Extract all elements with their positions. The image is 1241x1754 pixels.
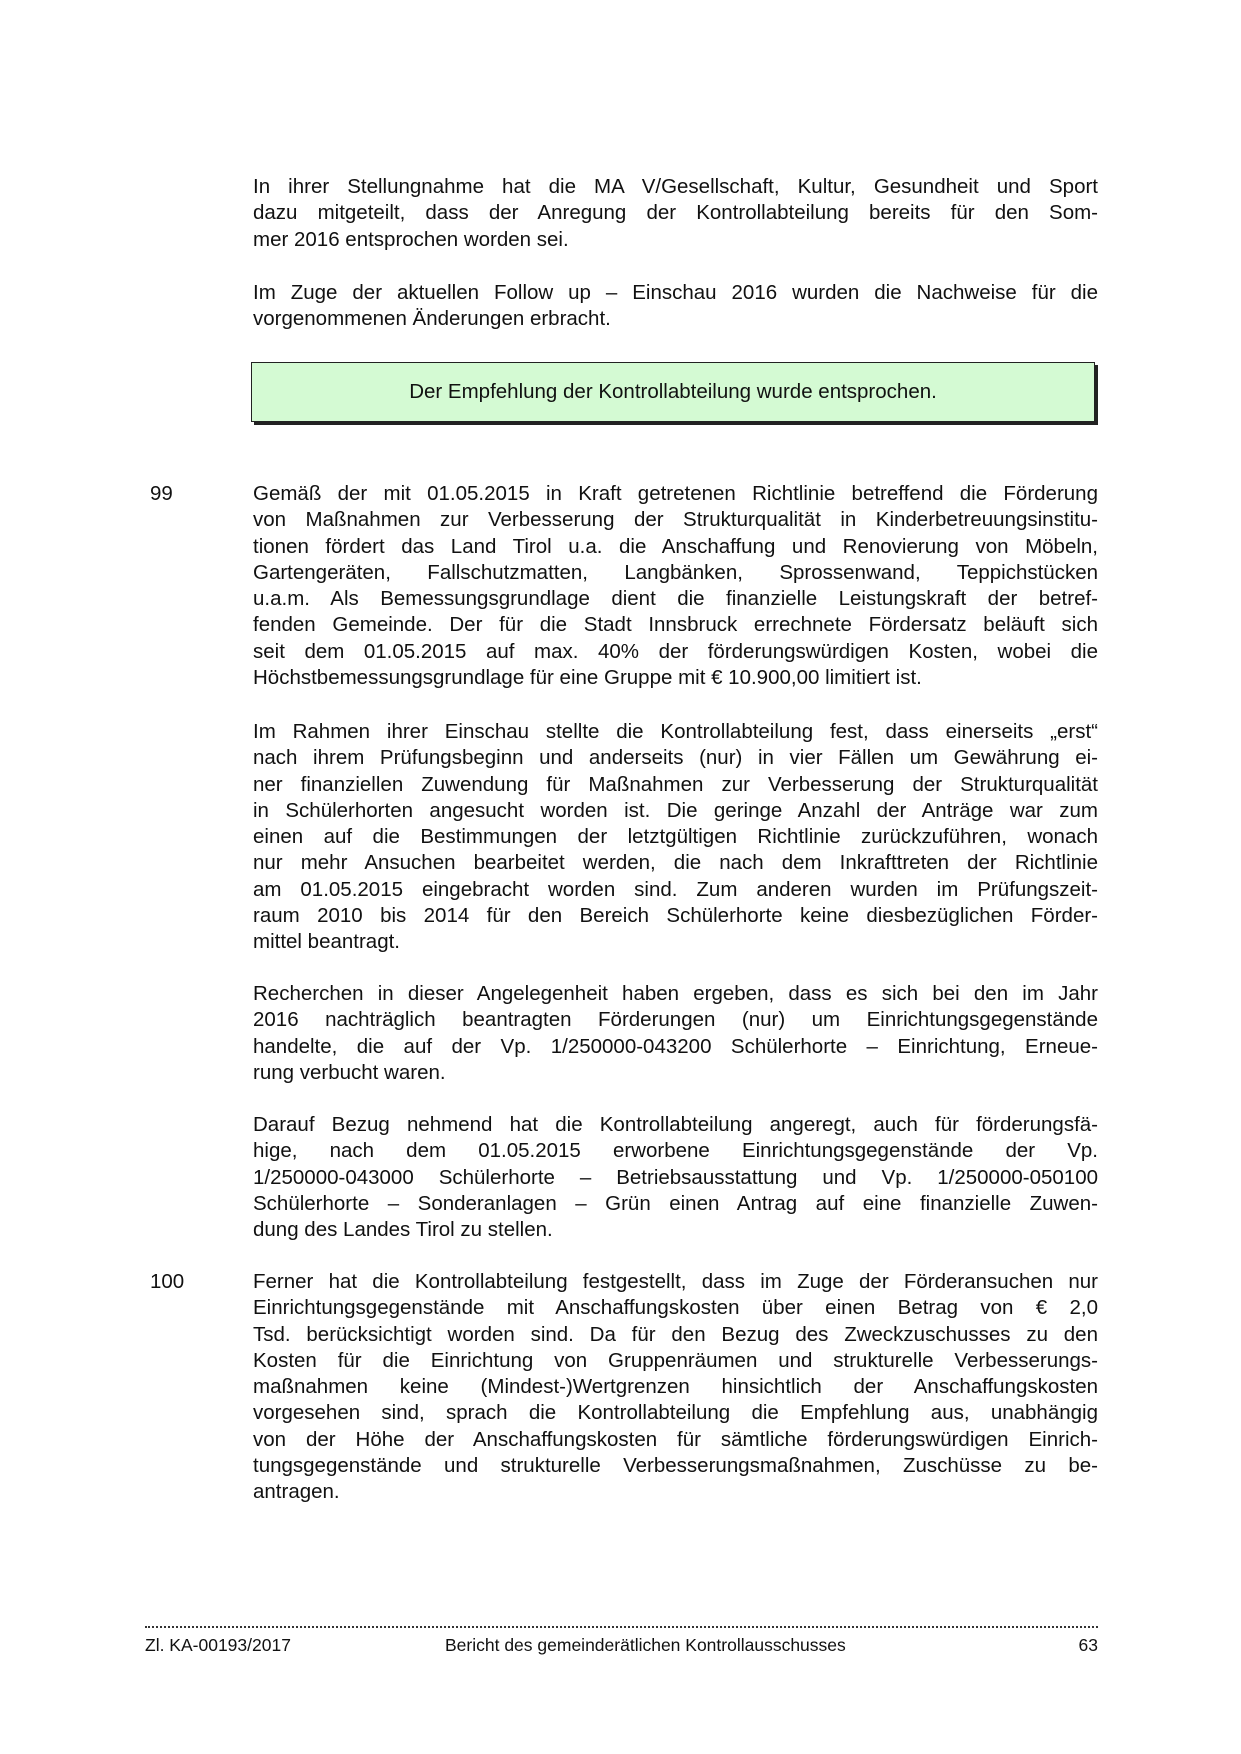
- item-number: 100: [150, 1270, 185, 1293]
- item-99-paragraph-1: [253, 481, 1098, 691]
- text-line: Einrichtungsgegenstände mit Anschaffungskosten über einen Betrag von € 2,0: [253, 1296, 1098, 1320]
- text-line: seit dem 01.05.2015 auf max. 40% der förderungswürdigen Kosten, wobei die: [253, 639, 1098, 663]
- footer-dotted-divider: [145, 1620, 1098, 1628]
- text-line: am 01.05.2015 eingebracht worden sind. Zum anderen wurden im Prüfungszeit-: [253, 877, 1098, 901]
- text-line: Gemäß der mit 01.05.2015 in Kraft getretenen Richtlinie betreffend die Förderung: [253, 482, 1098, 505]
- text-line: In ihrer Stellungnahme hat die MA V/Gesellschaft, Kultur, Gesundheit und Sport: [253, 175, 1098, 198]
- text-line: von Maßnahmen zur Verbesserung der Strukturqualität in Kinderbetreuungsinstitu-: [253, 508, 1098, 532]
- footer-reference: Zl. KA-00193/2017: [145, 1635, 291, 1655]
- text-line: fenden Gemeinde. Der für die Stadt Innsbruck errechnete Fördersatz beläuft sich: [253, 613, 1098, 637]
- footer-page-number: 63: [1078, 1635, 1098, 1655]
- text-line: Kosten für die Einrichtung von Gruppenräumen und strukturelle Verbesserungs-: [253, 1348, 1098, 1372]
- text-line: Im Zuge der aktuellen Follow up – Einschau 2016 wurden die Nachweise für die: [253, 281, 1098, 304]
- text-line: antragen.: [253, 1480, 340, 1504]
- callout-text: Der Empfehlung der Kontrollabteilung wurde entsprochen.: [409, 380, 937, 403]
- text-line: vorgesehen sind, sprach die Kontrollabteilung die Empfehlung aus, unabhängig: [253, 1401, 1098, 1425]
- text-line: dung des Landes Tirol zu stellen.: [253, 1218, 553, 1242]
- text-line: maßnahmen keine (Mindest-)Wertgrenzen hinsichtlich der Anschaffungskosten: [253, 1375, 1098, 1399]
- text-line: Gartengeräten, Fallschutzmatten, Langbänken, Sprossenwand, Teppichstücken: [253, 560, 1098, 584]
- text-line: Recherchen in dieser Angelegenheit haben ergeben, dass es sich bei den im Jahr: [253, 982, 1098, 1005]
- item-99-paragraph-3: [253, 981, 1098, 1086]
- paragraph-follow-up: [253, 280, 1098, 333]
- text-line: hige, nach dem 01.05.2015 erworbene Einrichtungsgegenstände der Vp.: [253, 1139, 1098, 1163]
- text-line: Ferner hat die Kontrollabteilung festgestellt, dass im Zuge der Förderansuchen nur: [253, 1270, 1098, 1293]
- text-line: tionen fördert das Land Tirol u.a. die Anschaffung und Renovierung von Möbeln,: [253, 534, 1098, 558]
- text-line: Im Rahmen ihrer Einschau stellte die Kontrollabteilung fest, dass einerseits „erst“: [253, 720, 1098, 743]
- text-line: Höchstbemessungsgrundlage für eine Gruppe mit € 10.900,00 limitiert ist.: [253, 666, 922, 690]
- item-99-paragraph-4: [253, 1112, 1098, 1243]
- text-line: Tsd. berücksichtigt worden sind. Da für den Bezug des Zweckzuschusses zu den: [253, 1322, 1098, 1346]
- text-line: handelte, die auf der Vp. 1/250000-043200 Schülerhorte – Einrichtung, Erneue-: [253, 1034, 1098, 1058]
- text-line: in Schülerhorten angesucht worden ist. Die geringe Anzahl der Anträge war zum: [253, 798, 1098, 822]
- text-line: 2016 nachträglich beantragten Förderungen (nur) um Einrichtungsgegenstände: [253, 1008, 1098, 1032]
- text-line: tungsgegenstände und strukturelle Verbesserungsmaßnahmen, Zuschüsse zu be-: [253, 1454, 1098, 1478]
- text-line: mittel beantragt.: [253, 930, 400, 954]
- text-line: nur mehr Ansuchen bearbeitet werden, die nach dem Inkrafttreten der Richtlinie: [253, 851, 1098, 875]
- text-line: von der Höhe der Anschaffungskosten für sämtliche förderungswürdigen Einrich-: [253, 1427, 1098, 1451]
- item-number: 99: [150, 482, 173, 505]
- text-line: einen auf die Bestimmungen der letztgültigen Richtlinie zurückzuführen, wonach: [253, 825, 1098, 849]
- text-line: nach ihrem Prüfungsbeginn und anderseits (nur) in vier Fällen um Gewährung ei-: [253, 746, 1098, 770]
- text-line: Schülerhorte – Sonderanlagen – Grün einen Antrag auf eine finanzielle Zuwen-: [253, 1191, 1098, 1215]
- item-100-paragraph: [253, 1269, 1098, 1506]
- paragraph-statement: [253, 174, 1098, 253]
- text-line: rung verbucht waren.: [253, 1060, 446, 1084]
- recommendation-fulfilled-callout: [251, 362, 1095, 422]
- footer-title: Bericht des gemeinderätlichen Kontrollausschusses: [445, 1635, 846, 1655]
- text-line: u.a.m. Als Bemessungsgrundlage dient die finanzielle Leistungskraft der betref-: [253, 587, 1098, 611]
- text-line: raum 2010 bis 2014 für den Bereich Schülerhorte keine diesbezüglichen Förder-: [253, 904, 1098, 928]
- text-line: Darauf Bezug nehmend hat die Kontrollabteilung angeregt, auch für förderungsfä-: [253, 1113, 1098, 1136]
- text-line: ner finanziellen Zuwendung für Maßnahmen zur Verbesserung der Strukturqualität: [253, 772, 1098, 796]
- text-line: mer 2016 entsprochen worden sei.: [253, 227, 569, 251]
- text-line: vorgenommenen Änderungen erbracht.: [253, 307, 611, 331]
- item-99-paragraph-2: [253, 719, 1098, 956]
- text-line: dazu mitgeteilt, dass der Anregung der Kontrollabteilung bereits für den Som-: [253, 201, 1098, 225]
- text-line: 1/250000-043000 Schülerhorte – Betriebsausstattung und Vp. 1/250000-050100: [253, 1165, 1098, 1189]
